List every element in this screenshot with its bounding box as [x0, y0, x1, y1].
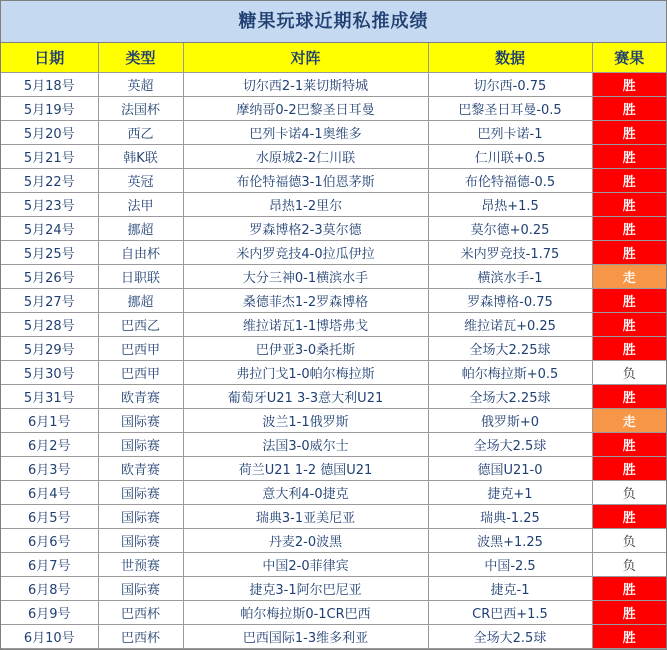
result-cell: 胜 [592, 145, 666, 169]
type-cell: 法国杯 [98, 97, 183, 121]
pick-cell: 全场大2.25球 [428, 385, 592, 409]
type-cell: 日职联 [98, 265, 183, 289]
match-cell: 昂热1-2里尔 [183, 193, 428, 217]
table-body [1, 73, 666, 649]
date-cell: 5月25号 [1, 241, 98, 265]
type-cell: 欧青赛 [98, 457, 183, 481]
pick-cell: 昂热+1.5 [428, 193, 592, 217]
type-cell: 巴西杯 [98, 625, 183, 649]
type-cell: 法甲 [98, 193, 183, 217]
table-row [1, 553, 666, 577]
pick-cell: 米内罗竞技-1.75 [428, 241, 592, 265]
table-row [1, 145, 666, 169]
type-cell: 国际赛 [98, 433, 183, 457]
result-cell: 胜 [592, 289, 666, 313]
match-cell: 水原城2-2仁川联 [183, 145, 428, 169]
result-cell: 负 [592, 553, 666, 577]
match-cell: 布伦特福德3-1伯恩茅斯 [183, 169, 428, 193]
date-cell: 5月22号 [1, 169, 98, 193]
date-cell: 6月6号 [1, 529, 98, 553]
result-cell: 胜 [592, 625, 666, 649]
pick-cell: 捷克+1 [428, 481, 592, 505]
header-type: 类型 [98, 43, 183, 73]
pick-cell: 捷克-1 [428, 577, 592, 601]
match-cell: 巴西国际1-3维多利亚 [183, 625, 428, 649]
table-row [1, 241, 666, 265]
pick-cell: 罗森博格-0.75 [428, 289, 592, 313]
date-cell: 5月20号 [1, 121, 98, 145]
match-cell: 大分三神0-1横滨水手 [183, 265, 428, 289]
type-cell: 国际赛 [98, 505, 183, 529]
pick-cell: 巴黎圣日耳曼-0.5 [428, 97, 592, 121]
date-cell: 5月27号 [1, 289, 98, 313]
pick-cell: 维拉诺瓦+0.25 [428, 313, 592, 337]
match-cell: 荷兰U21 1-2 德国U21 [183, 457, 428, 481]
header-match: 对阵 [183, 43, 428, 73]
date-cell: 5月23号 [1, 193, 98, 217]
table-row [1, 265, 666, 289]
result-cell: 胜 [592, 337, 666, 361]
type-cell: 国际赛 [98, 577, 183, 601]
pick-cell: CR巴西+1.5 [428, 601, 592, 625]
result-cell: 胜 [592, 121, 666, 145]
table-row [1, 529, 666, 553]
table-row [1, 337, 666, 361]
result-cell: 胜 [592, 217, 666, 241]
result-cell: 胜 [592, 97, 666, 121]
table-row [1, 433, 666, 457]
result-cell: 胜 [592, 505, 666, 529]
date-cell: 6月10号 [1, 625, 98, 649]
sheet-title: 糖果玩球近期私推成绩 [1, 1, 666, 43]
table-row [1, 481, 666, 505]
result-cell: 胜 [592, 433, 666, 457]
pick-cell: 帕尔梅拉斯+0.5 [428, 361, 592, 385]
date-cell: 5月21号 [1, 145, 98, 169]
type-cell: 国际赛 [98, 481, 183, 505]
result-cell: 胜 [592, 601, 666, 625]
match-cell: 巴伊亚3-0桑托斯 [183, 337, 428, 361]
match-cell: 葡萄牙U21 3-3意大利U21 [183, 385, 428, 409]
type-cell: 英冠 [98, 169, 183, 193]
date-cell: 6月2号 [1, 433, 98, 457]
match-cell: 法国3-0威尔士 [183, 433, 428, 457]
pick-cell: 中国-2.5 [428, 553, 592, 577]
header-date: 日期 [1, 43, 98, 73]
type-cell: 西乙 [98, 121, 183, 145]
table-row [1, 289, 666, 313]
match-cell: 维拉诺瓦1-1博塔弗戈 [183, 313, 428, 337]
type-cell: 英超 [98, 73, 183, 97]
type-cell: 国际赛 [98, 529, 183, 553]
result-cell: 胜 [592, 313, 666, 337]
pick-cell: 全场大2.5球 [428, 625, 592, 649]
result-cell: 走 [592, 409, 666, 433]
date-cell: 6月1号 [1, 409, 98, 433]
pick-cell: 莫尔德+0.25 [428, 217, 592, 241]
table-row [1, 601, 666, 625]
header-result: 赛果 [592, 43, 666, 73]
pick-cell: 德国U21-0 [428, 457, 592, 481]
type-cell: 挪超 [98, 289, 183, 313]
type-cell: 巴西乙 [98, 313, 183, 337]
pick-cell: 切尔西-0.75 [428, 73, 592, 97]
table-row [1, 217, 666, 241]
table-row [1, 193, 666, 217]
date-cell: 6月8号 [1, 577, 98, 601]
date-cell: 5月31号 [1, 385, 98, 409]
pick-cell: 瑞典-1.25 [428, 505, 592, 529]
table-row [1, 361, 666, 385]
type-cell: 国际赛 [98, 409, 183, 433]
header-pick: 数据 [428, 43, 592, 73]
match-cell: 丹麦2-0波黑 [183, 529, 428, 553]
type-cell: 世预赛 [98, 553, 183, 577]
result-cell: 负 [592, 529, 666, 553]
match-cell: 帕尔梅拉斯0-1CR巴西 [183, 601, 428, 625]
type-cell: 巴西甲 [98, 361, 183, 385]
type-cell: 韩K联 [98, 145, 183, 169]
match-cell: 中国2-0菲律宾 [183, 553, 428, 577]
date-cell: 6月9号 [1, 601, 98, 625]
pick-cell: 波黑+1.25 [428, 529, 592, 553]
type-cell: 巴西杯 [98, 601, 183, 625]
date-cell: 5月18号 [1, 73, 98, 97]
table-row [1, 385, 666, 409]
date-cell: 5月24号 [1, 217, 98, 241]
table-row [1, 625, 666, 649]
match-cell: 罗森博格2-3莫尔德 [183, 217, 428, 241]
table-row [1, 313, 666, 337]
match-cell: 弗拉门戈1-0帕尔梅拉斯 [183, 361, 428, 385]
pick-cell: 全场大2.5球 [428, 433, 592, 457]
result-cell: 胜 [592, 169, 666, 193]
date-cell: 6月7号 [1, 553, 98, 577]
match-cell: 捷克3-1阿尔巴尼亚 [183, 577, 428, 601]
date-cell: 6月5号 [1, 505, 98, 529]
table-row [1, 409, 666, 433]
date-cell: 5月19号 [1, 97, 98, 121]
result-cell: 胜 [592, 193, 666, 217]
date-cell: 5月28号 [1, 313, 98, 337]
result-cell: 负 [592, 481, 666, 505]
date-cell: 6月3号 [1, 457, 98, 481]
match-cell: 瑞典3-1亚美尼亚 [183, 505, 428, 529]
match-cell: 意大利4-0捷克 [183, 481, 428, 505]
match-cell: 巴列卡诺4-1奥维多 [183, 121, 428, 145]
result-cell: 胜 [592, 73, 666, 97]
type-cell: 挪超 [98, 217, 183, 241]
match-cell: 波兰1-1俄罗斯 [183, 409, 428, 433]
table-row [1, 577, 666, 601]
table-row [1, 97, 666, 121]
match-cell: 桑德菲杰1-2罗森博格 [183, 289, 428, 313]
type-cell: 欧青赛 [98, 385, 183, 409]
table-row [1, 121, 666, 145]
pick-cell: 巴列卡诺-1 [428, 121, 592, 145]
header-row [1, 43, 666, 73]
pick-cell: 布伦特福德-0.5 [428, 169, 592, 193]
match-cell: 米内罗竞技4-0拉瓜伊拉 [183, 241, 428, 265]
type-cell: 巴西甲 [98, 337, 183, 361]
result-cell: 走 [592, 265, 666, 289]
type-cell: 自由杯 [98, 241, 183, 265]
result-cell: 胜 [592, 241, 666, 265]
results-table [1, 43, 666, 649]
table-row [1, 505, 666, 529]
pick-cell: 全场大2.25球 [428, 337, 592, 361]
result-cell: 负 [592, 361, 666, 385]
pick-cell: 横滨水手-1 [428, 265, 592, 289]
date-cell: 5月30号 [1, 361, 98, 385]
table-row [1, 457, 666, 481]
date-cell: 5月26号 [1, 265, 98, 289]
result-cell: 胜 [592, 457, 666, 481]
date-cell: 6月4号 [1, 481, 98, 505]
pick-cell: 仁川联+0.5 [428, 145, 592, 169]
match-cell: 切尔西2-1莱切斯特城 [183, 73, 428, 97]
match-cell: 摩纳哥0-2巴黎圣日耳曼 [183, 97, 428, 121]
date-cell: 5月29号 [1, 337, 98, 361]
result-cell: 胜 [592, 577, 666, 601]
pick-cell: 俄罗斯+0 [428, 409, 592, 433]
table-row [1, 73, 666, 97]
table-row [1, 169, 666, 193]
result-cell: 胜 [592, 385, 666, 409]
